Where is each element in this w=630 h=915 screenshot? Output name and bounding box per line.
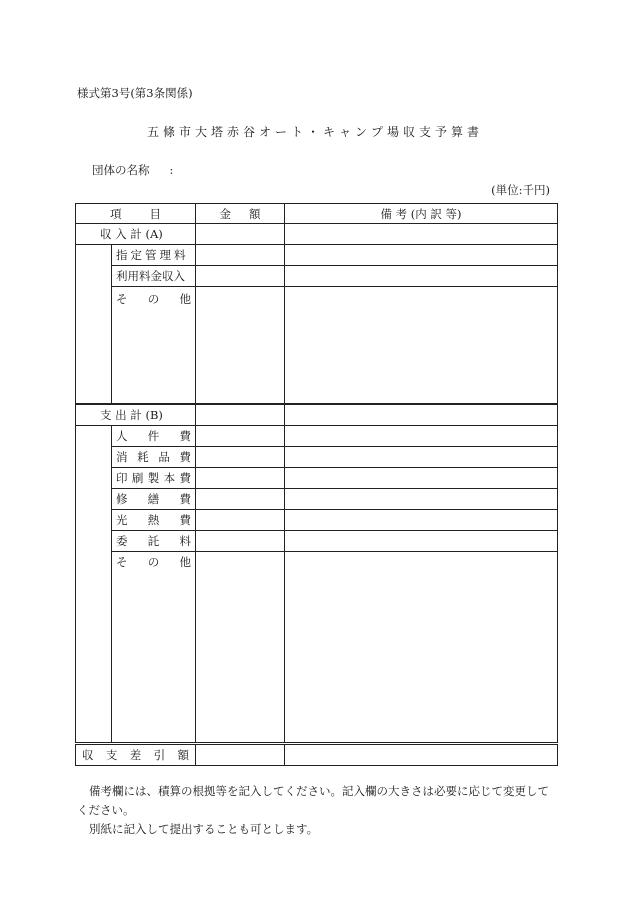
expense-item-amount-cell[interactable] [196,468,285,489]
expense-indent [76,426,112,744]
expense-item-label: 光 熱 費 [112,510,196,531]
header-remarks: 備 考 (内 訳 等) [285,204,558,224]
expense-item-remarks-cell[interactable] [285,447,558,468]
expense-total-amount-cell[interactable] [196,404,285,426]
expense-item-label: 委 託 料 [112,531,196,552]
header-amount [196,204,285,224]
budget-table [75,203,558,766]
header-amount-char: 金 [219,206,231,221]
income-indent [76,245,112,405]
header-amount-char: 額 [249,206,261,221]
balance-remarks-cell[interactable] [285,744,558,766]
notes [77,782,557,839]
expense-total-row [76,404,558,426]
expense-item-amount-cell[interactable] [196,489,285,510]
income-item-remarks-cell[interactable] [285,245,558,266]
income-item-amount-cell[interactable] [196,266,285,287]
document-title: 五條市大塔赤谷オート・キャンプ場収支予算書 [146,125,483,139]
income-item-label: 利用料金収入 [112,266,196,287]
note-line-1: 備考欄には、積算の根拠等を記入してください。記入欄の大きさは必要に応じて変更してください。 [77,784,549,817]
expense-item-amount-cell[interactable] [196,447,285,468]
income-item-amount-cell[interactable] [196,245,285,266]
expense-other-remarks-cell[interactable] [285,552,558,744]
income-item-label: 指定管理料 [112,245,196,266]
expense-item-label: 人 件 費 [112,426,196,447]
balance-amount-cell[interactable] [196,744,285,766]
header-item [76,204,196,224]
income-total-amount-cell[interactable] [196,224,285,245]
unit-label: (単位:千円) [491,183,550,197]
expense-item-remarks-cell[interactable] [285,489,558,510]
expense-item-label: 修 繕 費 [112,489,196,510]
income-item-row [76,245,558,266]
organization-name-colon: : [169,163,174,177]
balance-row [76,744,558,766]
expense-item-amount-cell[interactable] [196,426,285,447]
table-header-row [76,204,558,224]
expense-item-row [76,489,558,510]
expense-item-row [76,468,558,489]
income-other-amount-cell[interactable] [196,287,285,405]
income-total-row [76,224,558,245]
header-item-char: 目 [149,206,161,221]
expense-total-remarks-cell[interactable] [285,404,558,426]
income-item-row [76,266,558,287]
expense-other-row [76,552,558,744]
expense-item-label: 印 刷 製 本 費 [112,468,196,489]
expense-item-remarks-cell[interactable] [285,468,558,489]
expense-item-row [76,531,558,552]
expense-item-remarks-cell[interactable] [285,531,558,552]
income-other-label: そ の 他 [112,287,196,405]
expense-item-row [76,510,558,531]
expense-item-row [76,426,558,447]
expense-other-amount-cell[interactable] [196,552,285,744]
balance-label: 収 支 差 引 額 [76,744,196,766]
header-item-char: 項 [110,206,122,221]
organization-name-row [92,162,173,178]
income-other-row [76,287,558,405]
form-number: 様式第3号(第3条関係) [77,86,193,100]
income-total-label: 収 入 計 (A) [76,224,196,245]
note-line-2: 別紙に記入して提出することも可とします。 [89,822,319,836]
organization-name-label: 団体の名称 [92,163,150,177]
income-item-remarks-cell[interactable] [285,266,558,287]
income-other-remarks-cell[interactable] [285,287,558,405]
expense-item-amount-cell[interactable] [196,510,285,531]
expense-item-remarks-cell[interactable] [285,426,558,447]
expense-item-row [76,447,558,468]
expense-other-label: そ の 他 [112,552,196,744]
expense-item-amount-cell[interactable] [196,531,285,552]
expense-total-label: 支 出 計 (B) [76,404,196,426]
income-total-remarks-cell[interactable] [285,224,558,245]
expense-item-remarks-cell[interactable] [285,510,558,531]
expense-item-label: 消 耗 品 費 [112,447,196,468]
